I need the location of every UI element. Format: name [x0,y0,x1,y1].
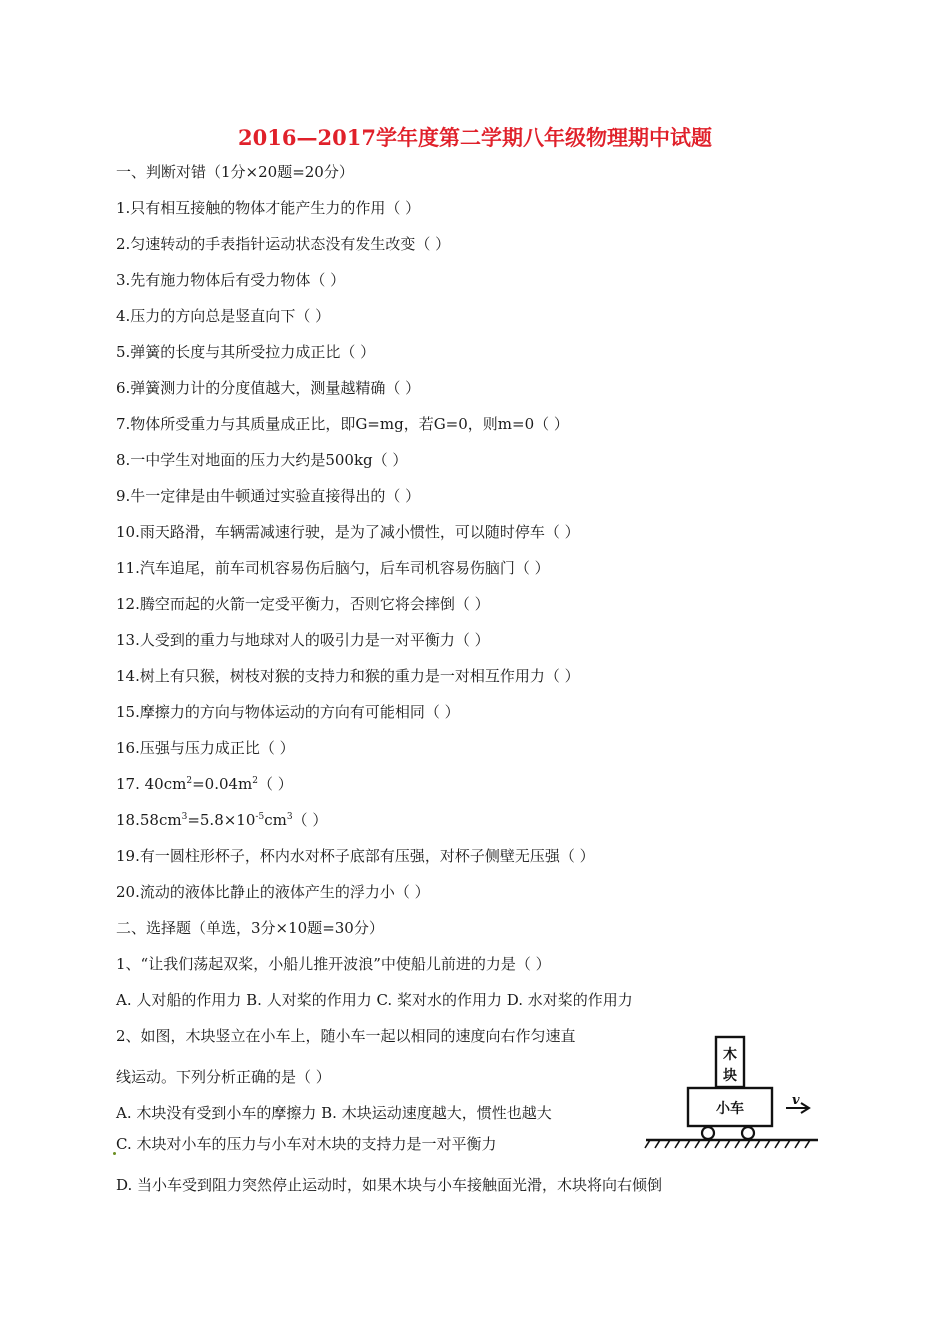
mc-question-1-options: A. 人对船的作用力 B. 人对桨的作用力 C. 桨对水的作用力 D. 水对桨的作用力 [116,991,633,1009]
q18-text: 18.58cm [116,811,182,829]
question-9: 9.牛一定律是由牛顿通过实验直接得出的（ ） [116,487,421,505]
mc-question-2-stem-line2: 线运动。下列分析正确的是（ ） [116,1068,331,1086]
question-4: 4.压力的方向总是竖直向下（ ） [116,307,331,325]
question-12: 12.腾空而起的火箭一定受平衡力，否则它将会摔倒（ ） [116,595,490,613]
section1-header: 一、判断对错（1分×20题=20分） [116,163,354,181]
question-8: 8.一中学生对地面的压力大约是500kg（ ） [116,451,408,469]
question-15: 15.摩擦力的方向与物体运动的方向有可能相同（ ） [116,703,460,721]
question-6: 6.弹簧测力计的分度值越大，测量越精确（ ） [116,379,421,397]
question-1: 1.只有相互接触的物体才能产生力的作用（ ） [116,199,421,217]
wheel-right [742,1127,754,1139]
block-label-top: 木 [723,1047,737,1063]
q17-mid: =0.04m [192,775,253,793]
cart-block-diagram [640,1032,830,1157]
wheel-left [702,1127,714,1139]
mc-question-2-stem-line1: 2、如图，木块竖立在小车上，随小车一起以相同的速度向右作匀速直 [116,1027,576,1045]
mc-question-2-option-d: D. 当小车受到阻力突然停止运动时，如果木块与小车接触面光滑，木块将向右倾倒 [116,1176,663,1194]
question-13: 13.人受到的重力与地球对人的吸引力是一对平衡力（ ） [116,631,490,649]
question-19: 19.有一圆柱形杯子，杯内水对杯子底部有压强，对杯子侧壁无压强（ ） [116,847,595,865]
cart-label: 小车 [716,1101,744,1117]
q18-exponent-2: -5 [255,812,265,822]
question-11: 11.汽车追尾，前车司机容易伤后脑勺，后车司机容易伤脑门（ ） [116,559,550,577]
question-20: 20.流动的液体比静止的液体产生的浮力小（ ） [116,883,430,901]
question-3: 3.先有施力物体后有受力物体（ ） [116,271,346,289]
mc-question-1: 1、“让我们荡起双桨，小船儿推开波浪”中使船儿前进的力是（ ） [116,955,551,973]
q18-mid: =5.8×10 [187,811,256,829]
q18-exponent-1: 3 [181,812,188,822]
question-5: 5.弹簧的长度与其所受拉力成正比（ ） [116,343,376,361]
question-17 [116,774,293,794]
question-16: 16.压强与压力成正比（ ） [116,739,295,757]
question-14: 14.树上有只猴，树枝对猴的支持力和猴的重力是一对相互作用力（ ） [116,667,580,685]
q18-exponent-3: 3 [286,812,293,822]
question-7: 7.物体所受重力与其质量成正比，即G=mg，若G=0，则m=0（ ） [116,415,569,433]
q18-mid2: cm [264,811,287,829]
q17-tail: （ ） [258,775,293,793]
section2-header: 二、选择题（单选，3分×10题=30分） [116,919,384,937]
mc-question-2-option-c: C. 木块对小车的压力与小车对木块的支持力是一对平衡力 [116,1135,497,1153]
question-18 [116,810,327,830]
q17-exponent-2: 2 [252,776,259,786]
mc-question-2-options-ab: A. 木块没有受到小车的摩擦力 B. 木块运动速度越大，惯性也越大 [116,1104,552,1122]
q17-exponent-1: 2 [186,776,193,786]
question-10: 10.雨天路滑，车辆需减速行驶，是为了减小惯性，可以随时停车（ ） [116,523,580,541]
q18-tail: （ ） [292,811,328,829]
q17-text: 17. 40cm [116,775,187,793]
page-title: 2016—2017学年度第二学期八年级物理期中试题 [238,125,712,150]
question-2: 2.匀速转动的手表指针运动状态没有发生改变（ ） [116,235,451,253]
block-label-bottom: 块 [723,1068,737,1084]
velocity-label: v [792,1093,800,1108]
